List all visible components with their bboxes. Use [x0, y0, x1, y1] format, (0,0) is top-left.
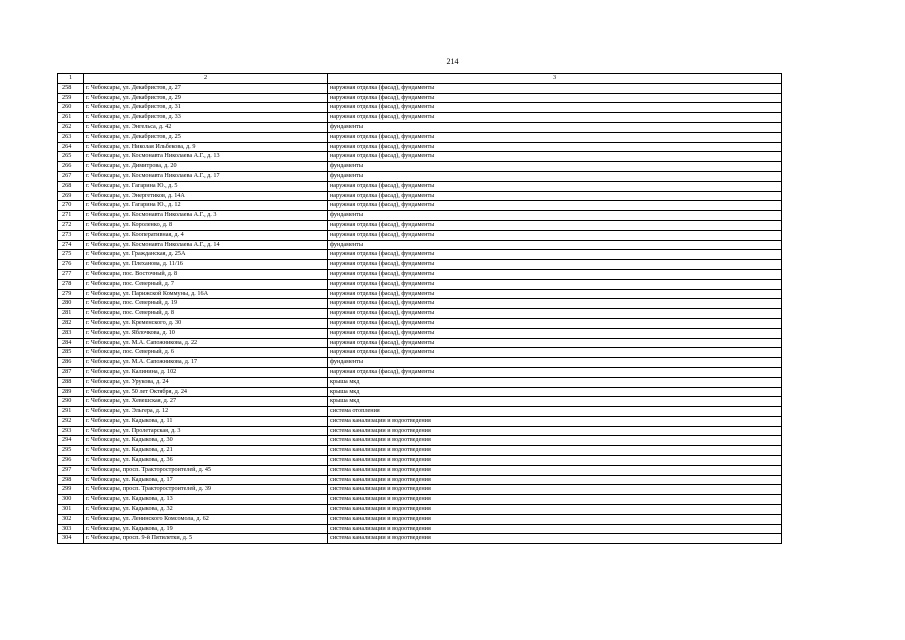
table-row	[58, 103, 782, 113]
address-cell: г. Чебоксары, ул. Димитрова, д. 20	[84, 162, 328, 172]
row-number: 292	[58, 416, 84, 426]
row-number: 304	[58, 534, 84, 544]
row-number: 266	[58, 162, 84, 172]
table-row	[58, 475, 782, 485]
address-cell: г. Чебоксары, ул. Кременского, д. 30	[84, 318, 328, 328]
table-row	[58, 377, 782, 387]
row-number: 294	[58, 436, 84, 446]
row-number: 258	[58, 83, 84, 93]
column-header-work-type: 3	[328, 74, 782, 84]
row-number: 297	[58, 465, 84, 475]
table-row	[58, 142, 782, 152]
row-number: 262	[58, 122, 84, 132]
page-number: 214	[446, 57, 459, 66]
work-type-cell: система отопления	[328, 407, 782, 417]
work-type-cell: крыша мкд	[328, 387, 782, 397]
work-type-cell: система канализации и водоотведения	[328, 505, 782, 515]
table-row	[58, 201, 782, 211]
address-cell: г. Чебоксары, ул. Урукова, д. 24	[84, 377, 328, 387]
work-type-cell: наружная отделка (фасад), фундаменты	[328, 367, 782, 377]
address-cell: г. Чебоксары, просп. 9-й Пятилетки, д. 5	[84, 534, 328, 544]
work-type-cell: фундаменты	[328, 171, 782, 181]
row-number: 276	[58, 260, 84, 270]
table-row	[58, 171, 782, 181]
row-number: 279	[58, 289, 84, 299]
address-cell: г. Чебоксары, ул. Кадыкова, д. 17	[84, 475, 328, 485]
row-number: 291	[58, 407, 84, 417]
work-type-cell: система канализации и водоотведения	[328, 485, 782, 495]
row-number: 300	[58, 495, 84, 505]
work-type-cell: наружная отделка (фасад), фундаменты	[328, 289, 782, 299]
row-number: 284	[58, 338, 84, 348]
work-type-cell: фундаменты	[328, 240, 782, 250]
row-number: 286	[58, 358, 84, 368]
table-row	[58, 152, 782, 162]
table-header-row	[58, 74, 782, 84]
address-cell: г. Чебоксары, ул. Декабристов, д. 25	[84, 132, 328, 142]
row-number: 285	[58, 348, 84, 358]
table-row	[58, 83, 782, 93]
table-row	[58, 358, 782, 368]
table-row	[58, 407, 782, 417]
work-type-cell: наружная отделка (фасад), фундаменты	[328, 103, 782, 113]
table-row	[58, 279, 782, 289]
address-cell: г. Чебоксары, ул. Энгельса, д. 42	[84, 122, 328, 132]
address-cell: г. Чебоксары, ул. Калинина, д. 102	[84, 367, 328, 377]
row-number: 261	[58, 113, 84, 123]
address-cell: г. Чебоксары, ул. Короленко, д. 8	[84, 220, 328, 230]
table-row	[58, 485, 782, 495]
table-row	[58, 465, 782, 475]
address-cell: г. Чебоксары, ул. Пролетарская, д. 3	[84, 426, 328, 436]
table-row	[58, 524, 782, 534]
row-number: 282	[58, 318, 84, 328]
work-type-cell: наружная отделка (фасад), фундаменты	[328, 348, 782, 358]
work-type-cell: наружная отделка (фасад), фундаменты	[328, 113, 782, 123]
row-number: 259	[58, 93, 84, 103]
work-type-cell: крыша мкд	[328, 377, 782, 387]
address-cell: г. Чебоксары, ул. Хевешская, д. 27	[84, 397, 328, 407]
row-number: 289	[58, 387, 84, 397]
table-row	[58, 514, 782, 524]
work-type-cell: система канализации и водоотведения	[328, 495, 782, 505]
row-number: 275	[58, 250, 84, 260]
work-type-cell: наружная отделка (фасад), фундаменты	[328, 328, 782, 338]
work-type-cell: наружная отделка (фасад), фундаменты	[328, 181, 782, 191]
row-number: 298	[58, 475, 84, 485]
row-number: 296	[58, 456, 84, 466]
address-cell: г. Чебоксары, ул. Гражданская, д. 25А	[84, 250, 328, 260]
table-row	[58, 181, 782, 191]
work-type-cell: наружная отделка (фасад), фундаменты	[328, 83, 782, 93]
table-row	[58, 534, 782, 544]
row-number: 271	[58, 211, 84, 221]
address-cell: г. Чебоксары, ул. М.А. Сапожникова, д. 17	[84, 358, 328, 368]
work-type-cell: наружная отделка (фасад), фундаменты	[328, 299, 782, 309]
work-type-cell: наружная отделка (фасад), фундаменты	[328, 93, 782, 103]
table-body	[58, 83, 782, 543]
table-row	[58, 250, 782, 260]
address-cell: г. Чебоксары, ул. Парижской Коммуны, д. 16А	[84, 289, 328, 299]
row-number: 274	[58, 240, 84, 250]
address-cell: г. Чебоксары, пос. Северный, д. 8	[84, 309, 328, 319]
row-number: 263	[58, 132, 84, 142]
address-cell: г. Чебоксары, ул. Плеханова, д. 11/16	[84, 260, 328, 270]
table-row	[58, 113, 782, 123]
column-header-address: 2	[84, 74, 328, 84]
address-cell: г. Чебоксары, пос. Северный, д. 7	[84, 279, 328, 289]
work-type-cell: наружная отделка (фасад), фундаменты	[328, 338, 782, 348]
address-cell: г. Чебоксары, ул. 50 лет Октября, д. 24	[84, 387, 328, 397]
table-row	[58, 338, 782, 348]
address-cell: г. Чебоксары, ул. Кадыкова, д. 36	[84, 456, 328, 466]
table-row	[58, 495, 782, 505]
address-cell: г. Чебоксары, ул. Энергетиков, д. 14А	[84, 191, 328, 201]
row-number: 272	[58, 220, 84, 230]
address-cell: г. Чебоксары, ул. Яблочкова, д. 10	[84, 328, 328, 338]
address-cell: г. Чебоксары, ул. Гагарина Ю., д. 12	[84, 201, 328, 211]
table-row	[58, 397, 782, 407]
row-number: 288	[58, 377, 84, 387]
address-cell: г. Чебоксары, ул. Кадыкова, д. 32	[84, 505, 328, 515]
work-type-cell: наружная отделка (фасад), фундаменты	[328, 318, 782, 328]
address-cell: г. Чебоксары, ул. Кадыкова, д. 13	[84, 495, 328, 505]
work-type-cell: наружная отделка (фасад), фундаменты	[328, 269, 782, 279]
table-row	[58, 299, 782, 309]
address-cell: г. Чебоксары, ул. Космонавта Николаева А.Г., д. 14	[84, 240, 328, 250]
address-cell: г. Чебоксары, ул. Декабристов, д. 27	[84, 83, 328, 93]
table-row	[58, 93, 782, 103]
address-cell: г. Чебоксары, ул. Космонавта Николаева А.Г., д. 3	[84, 211, 328, 221]
address-cell: г. Чебоксары, ул. Николая Ильбекова, д. 9	[84, 142, 328, 152]
work-type-cell: система канализации и водоотведения	[328, 524, 782, 534]
work-type-cell: система канализации и водоотведения	[328, 514, 782, 524]
work-type-cell: система канализации и водоотведения	[328, 436, 782, 446]
row-number: 277	[58, 269, 84, 279]
table-row	[58, 191, 782, 201]
row-number: 260	[58, 103, 84, 113]
table-row	[58, 426, 782, 436]
address-cell: г. Чебоксары, ул. Ленинского Комсомола, д. 62	[84, 514, 328, 524]
work-type-cell: фундаменты	[328, 122, 782, 132]
table-row	[58, 416, 782, 426]
address-cell: г. Чебоксары, пос. Восточный, д. 8	[84, 269, 328, 279]
address-cell: г. Чебоксары, просп. Тракторостроителей, д. 45	[84, 465, 328, 475]
table-row	[58, 132, 782, 142]
table-row	[58, 162, 782, 172]
table-row	[58, 260, 782, 270]
table-row	[58, 367, 782, 377]
work-type-cell: наружная отделка (фасад), фундаменты	[328, 260, 782, 270]
row-number: 269	[58, 191, 84, 201]
work-type-cell: наружная отделка (фасад), фундаменты	[328, 191, 782, 201]
row-number: 267	[58, 171, 84, 181]
address-cell: г. Чебоксары, ул. Кадыкова, д. 19	[84, 524, 328, 534]
address-cell: г. Чебоксары, ул. Декабристов, д. 33	[84, 113, 328, 123]
work-type-cell: наружная отделка (фасад), фундаменты	[328, 132, 782, 142]
work-type-cell: фундаменты	[328, 162, 782, 172]
column-header-number: 1	[58, 74, 84, 84]
work-type-cell: наружная отделка (фасад), фундаменты	[328, 279, 782, 289]
row-number: 299	[58, 485, 84, 495]
table-row	[58, 456, 782, 466]
work-type-cell: система канализации и водоотведения	[328, 426, 782, 436]
row-number: 280	[58, 299, 84, 309]
table-row	[58, 289, 782, 299]
row-number: 302	[58, 514, 84, 524]
table-row	[58, 446, 782, 456]
address-cell: г. Чебоксары, пос. Северный, д. 6	[84, 348, 328, 358]
table-row	[58, 269, 782, 279]
address-cell: г. Чебоксары, ул. М.А. Сапожникова, д. 22	[84, 338, 328, 348]
work-type-cell: наружная отделка (фасад), фундаменты	[328, 201, 782, 211]
table-row	[58, 230, 782, 240]
row-number: 273	[58, 230, 84, 240]
table-row	[58, 505, 782, 515]
row-number: 278	[58, 279, 84, 289]
work-type-cell: система канализации и водоотведения	[328, 446, 782, 456]
table-row	[58, 318, 782, 328]
table-row	[58, 436, 782, 446]
address-cell: г. Чебоксары, ул. Кадыкова, д. 11	[84, 416, 328, 426]
work-type-cell: наружная отделка (фасад), фундаменты	[328, 220, 782, 230]
work-type-cell: система канализации и водоотведения	[328, 416, 782, 426]
row-number: 290	[58, 397, 84, 407]
table-row	[58, 309, 782, 319]
address-cell: г. Чебоксары, ул. Кадыкова, д. 21	[84, 446, 328, 456]
address-cell: г. Чебоксары, ул. Гагарина Ю., д. 5	[84, 181, 328, 191]
row-number: 295	[58, 446, 84, 456]
row-number: 265	[58, 152, 84, 162]
work-type-cell: крыша мкд	[328, 397, 782, 407]
row-number: 303	[58, 524, 84, 534]
row-number: 268	[58, 181, 84, 191]
row-number: 264	[58, 142, 84, 152]
address-cell: г. Чебоксары, ул. Космонавта Николаева А.Г., д. 17	[84, 171, 328, 181]
table-row	[58, 348, 782, 358]
work-type-cell: система канализации и водоотведения	[328, 465, 782, 475]
registry-table	[57, 73, 782, 544]
work-type-cell: фундаменты	[328, 211, 782, 221]
row-number: 301	[58, 505, 84, 515]
address-cell: г. Чебоксары, ул. Эльгера, д. 12	[84, 407, 328, 417]
work-type-cell: система канализации и водоотведения	[328, 534, 782, 544]
row-number: 283	[58, 328, 84, 338]
table-row	[58, 328, 782, 338]
table-row	[58, 122, 782, 132]
work-type-cell: фундаменты	[328, 358, 782, 368]
table-row	[58, 220, 782, 230]
address-cell: г. Чебоксары, ул. Кадыкова, д. 30	[84, 436, 328, 446]
address-cell: г. Чебоксары, пос. Северный, д. 19	[84, 299, 328, 309]
row-number: 287	[58, 367, 84, 377]
work-type-cell: наружная отделка (фасад), фундаменты	[328, 142, 782, 152]
work-type-cell: наружная отделка (фасад), фундаменты	[328, 309, 782, 319]
address-cell: г. Чебоксары, ул. Кооперативная, д. 4	[84, 230, 328, 240]
row-number: 270	[58, 201, 84, 211]
row-number: 293	[58, 426, 84, 436]
address-cell: г. Чебоксары, ул. Декабристов, д. 29	[84, 93, 328, 103]
work-type-cell: система канализации и водоотведения	[328, 456, 782, 466]
work-type-cell: наружная отделка (фасад), фундаменты	[328, 230, 782, 240]
address-cell: г. Чебоксары, ул. Космонавта Николаева А.Г., д. 13	[84, 152, 328, 162]
row-number: 281	[58, 309, 84, 319]
table-row	[58, 240, 782, 250]
work-type-cell: наружная отделка (фасад), фундаменты	[328, 250, 782, 260]
address-cell: г. Чебоксары, ул. Декабристов, д. 31	[84, 103, 328, 113]
work-type-cell: система канализации и водоотведения	[328, 475, 782, 485]
work-type-cell: наружная отделка (фасад), фундаменты	[328, 152, 782, 162]
table-row	[58, 387, 782, 397]
table-row	[58, 211, 782, 221]
address-cell: г. Чебоксары, просп. Тракторостроителей, д. 39	[84, 485, 328, 495]
